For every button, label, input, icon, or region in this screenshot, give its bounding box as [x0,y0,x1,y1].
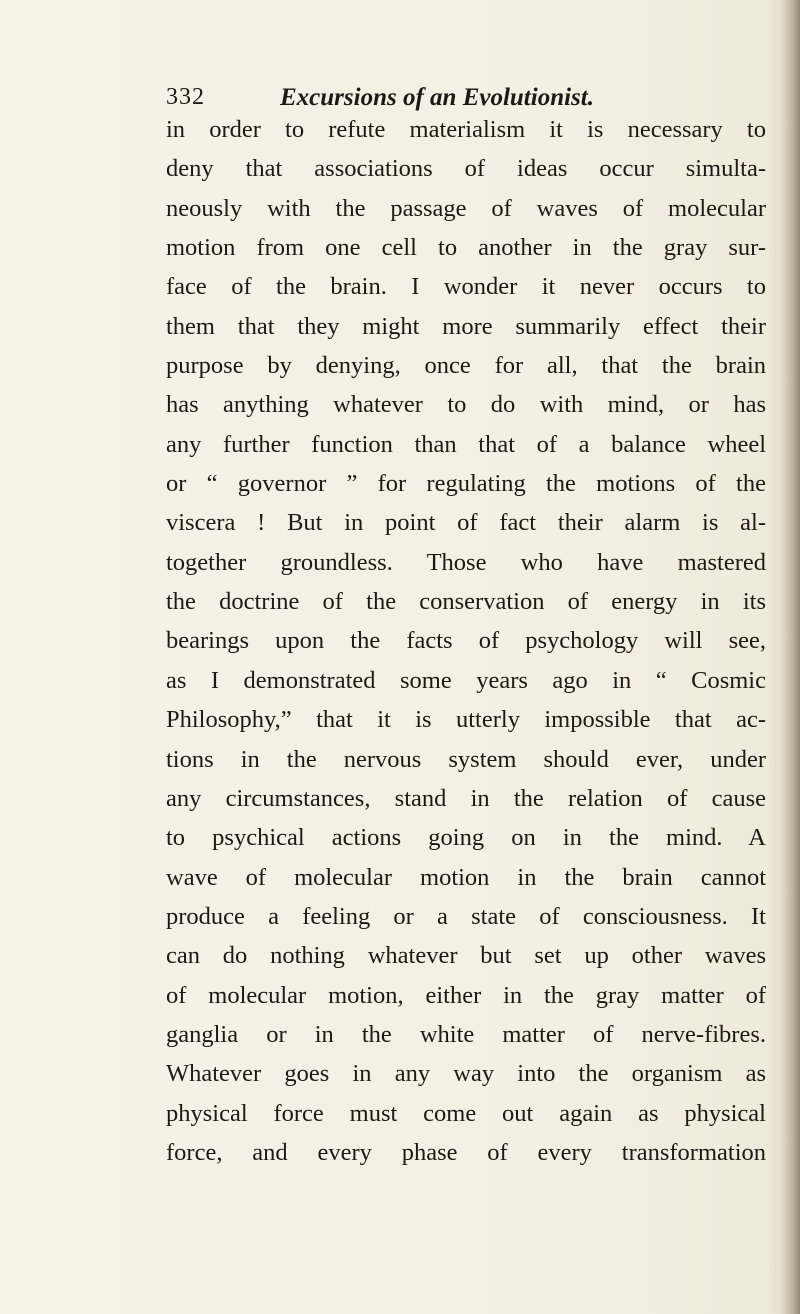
text-line: wave of molecular motion in the brain cannot [166,863,766,891]
page-edge [778,0,800,1314]
text-line: or “ governor ” for regulating the motions of the [166,470,766,498]
text-line: can do nothing whatever but set up other waves [166,942,766,970]
text-line: has anything whatever to do with mind, or has [166,391,766,419]
text-line: force, and every phase of every transformation [166,1138,766,1166]
text-line: together groundless. Those who have mastered [166,548,766,576]
text-line: as I demonstrated some years ago in “ Cosmic [166,666,766,694]
text-line: tions in the nervous system should ever, under [166,745,766,773]
text-line: viscera ! But in point of fact their alarm is al- [166,509,766,537]
text-line: face of the brain. I wonder it never occurs to [166,273,766,301]
page-edge-shadow [768,0,778,1314]
body-text [166,110,766,1172]
running-title: Excursions of an Evolutionist. [280,84,594,111]
text-line: Philosophy,” that it is utterly impossible that ac- [166,706,766,734]
text-line: ganglia or in the white matter of nerve-fibres. [166,1020,766,1048]
text-line: in order to refute materialism it is necessary to [166,116,766,143]
text-line: any further function than that of a balance wheel [166,430,766,458]
text-line: produce a feeling or a state of consciousness. It [166,902,766,930]
text-line: to psychical actions going on in the mind. A [166,824,766,852]
text-line: any circumstances, stand in the relation of cause [166,784,766,812]
text-line: physical force must come out again as physical [166,1099,766,1127]
text-line: the doctrine of the conservation of energy in its [166,588,766,616]
text-line: Whatever goes in any way into the organism as [166,1060,766,1088]
text-line: bearings upon the facts of psychology will see, [166,627,766,655]
text-line: purpose by denying, once for all, that the brain [166,352,766,380]
text-line: deny that associations of ideas occur simulta- [166,155,766,183]
page-number: 332 [166,84,205,110]
text-line: them that they might more summarily effect their [166,312,766,340]
text-line: neously with the passage of waves of molecular [166,194,766,222]
text-line: of molecular motion, either in the gray matter of [166,981,766,1009]
text-line: motion from one cell to another in the gray sur- [166,234,766,262]
